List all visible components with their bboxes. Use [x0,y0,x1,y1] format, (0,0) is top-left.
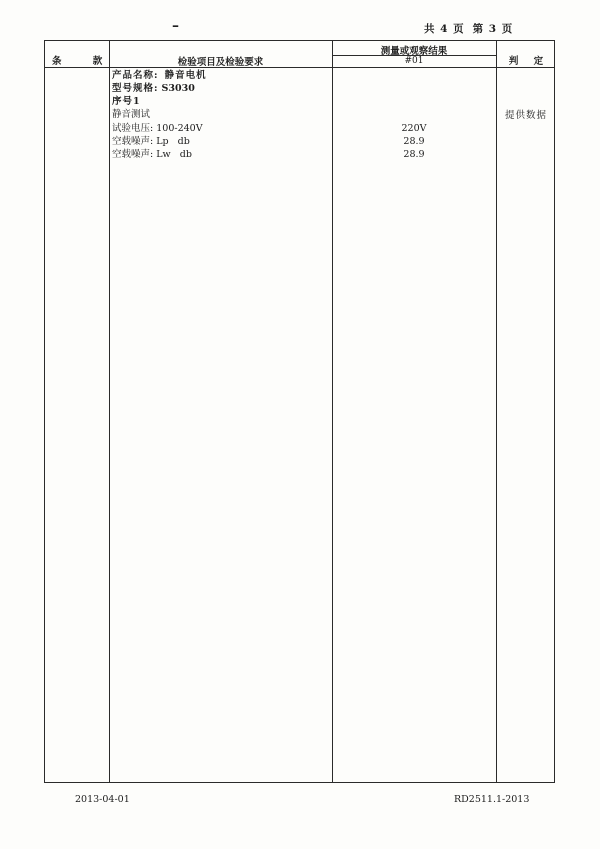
model-value: S3030 [161,83,195,94]
header-judgement: 判 定 [508,56,550,67]
model-label: 型号规格: [112,83,159,94]
header-measurement: 测量或观察结果 [380,46,448,57]
header-clause: 条 款 [52,56,117,67]
test-row-value: Lw db [156,149,192,160]
test-row-value: 100-240V [156,123,203,134]
test-row [112,149,192,161]
column-divider [109,41,110,782]
test-row [112,136,190,148]
test-name-row [112,109,150,121]
test-row-label: 试验电压: [112,123,154,134]
serial-row [112,96,141,108]
test-name: 静音测试 [112,109,151,120]
test-row-label: 空载噪声: [112,136,154,147]
judgement-value: 提供数据 [504,110,547,121]
serial-label: 序号1 [112,96,141,107]
test-row [112,123,203,135]
header-mark: – [172,18,179,34]
footer-date: 2013-04-01 [75,794,130,805]
current-page: 第 3 页 [472,23,514,35]
product-name-row [112,70,207,82]
footer-code: RD2511.1-2013 [454,794,530,805]
test-row-label: 空载噪声: [112,149,154,160]
model-row [112,83,195,95]
page-info [424,21,521,36]
column-divider [496,41,497,782]
test-row-result: 28.9 [403,149,425,160]
inspection-table [44,40,555,783]
product-name-label: 产品名称: [112,70,159,81]
test-row-result: 28.9 [403,136,425,147]
test-row-result: 220V [401,123,427,134]
product-name-value: 静音电机 [164,70,207,81]
header-sample-no: #01 [404,56,424,66]
test-row-value: Lp db [156,136,190,147]
total-pages: 共 4 页 [424,23,465,35]
header-items: 检验项目及检验要求 [177,57,264,68]
